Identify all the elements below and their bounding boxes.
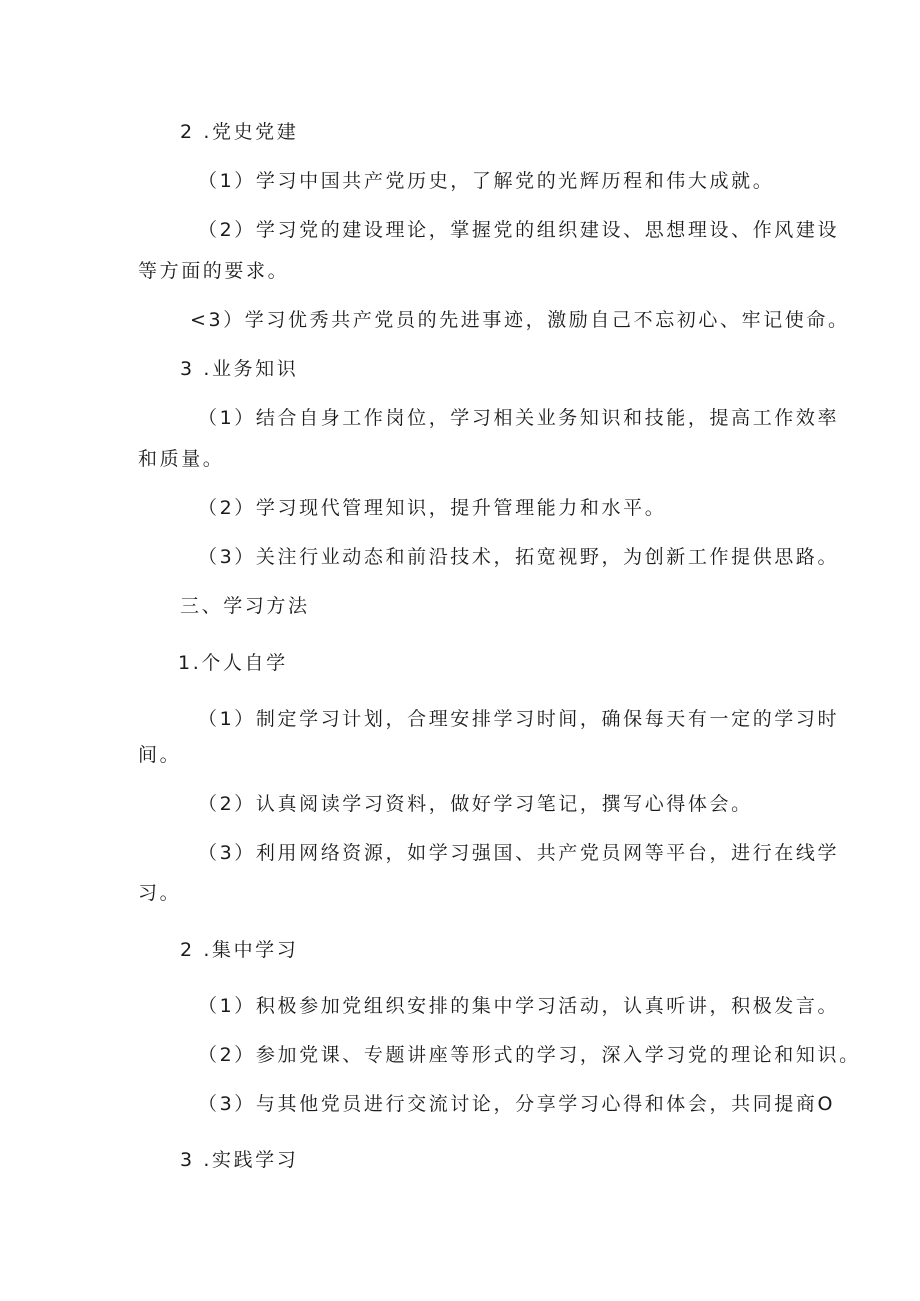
subheading-practice-study: 3 .实践学习 (180, 1149, 299, 1171)
paragraph-line: （1）积极参加党组织安排的集中学习活动，认真听讲，积极发言。 (198, 995, 840, 1017)
paragraph-line: 等方面的要求。 (138, 260, 290, 282)
paragraph-line: （2）参加党课、专题讲座等形式的学习，深入学习党的理论和知识。 (198, 1044, 861, 1066)
paragraph-line: （2）学习现代管理知识，提升管理能力和水平。 (198, 497, 667, 519)
subheading-party-history: 2 .党史党建 (180, 121, 299, 143)
paragraph-line: （3）利用网络资源，如学习强国、共产党员网等平台，进行在线学 (198, 842, 840, 864)
paragraph-line: 间。 (138, 744, 182, 766)
paragraph-line: （3）与其他党员进行交流讨论，分享学习心得和体会，共同提商O (198, 1093, 836, 1115)
paragraph-line: 习。 (138, 882, 182, 904)
paragraph-line: 和质量。 (138, 448, 225, 470)
section-heading-methods: 三、学习方法 (180, 595, 310, 617)
subheading-self-study: 1.个人自学 (178, 652, 288, 674)
paragraph-line: <3）学习优秀共产党员的先进事迹，激励自己不忘初心、牢记使命。 (190, 309, 850, 331)
subheading-group-study: 2 .集中学习 (180, 939, 299, 961)
paragraph-line: （3）关注行业动态和前沿技术，拓宽视野，为创新工作提供思路。 (198, 546, 840, 568)
paragraph-line: （1）制定学习计划，合理安排学习时间，确保每天有一定的学习时 (198, 708, 840, 730)
paragraph-line: （1）结合自身工作岗位，学习相关业务知识和技能，提高工作效率 (198, 407, 840, 429)
paragraph-line: （1）学习中国共产党历史，了解党的光辉历程和伟大成就。 (198, 170, 775, 192)
subheading-business-knowledge: 3 .业务知识 (180, 358, 299, 380)
paragraph-line: （2）认真阅读学习资料，做好学习笔记，撰写心得体会。 (198, 793, 753, 815)
paragraph-line: （2）学习党的建设理论，掌握党的组织建设、思想理设、作风建设 (198, 219, 840, 241)
